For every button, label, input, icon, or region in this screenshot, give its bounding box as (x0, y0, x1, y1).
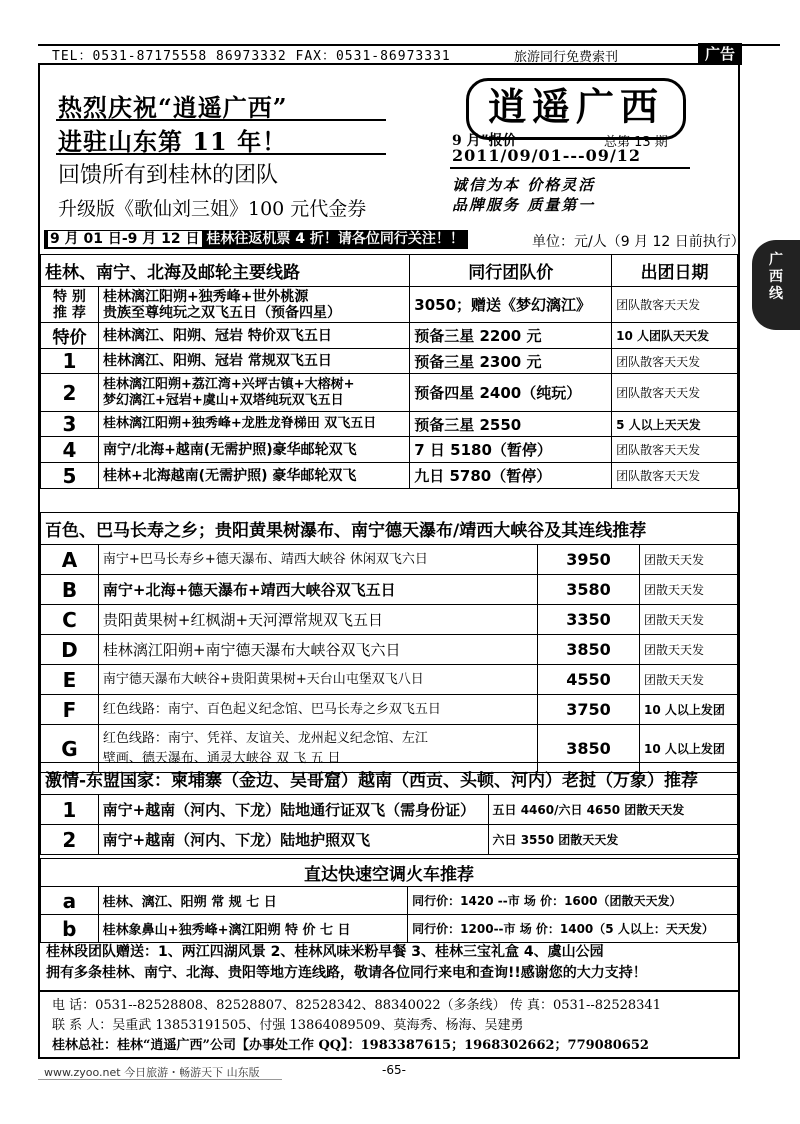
date-header: 出团日期 (612, 255, 738, 287)
route-schedule: 团散天天发 (639, 575, 737, 605)
row-label: 1 (41, 349, 99, 374)
promo-line-2: 进驻山东第 11 年！ (58, 127, 288, 156)
contact-divider (40, 990, 738, 992)
route-price: 3580 (538, 575, 640, 605)
row-label: 4 (41, 437, 99, 463)
route-price: 3750 (538, 695, 640, 725)
slogan-line-1: 诚信为本 价格灵活 (452, 176, 596, 194)
price-header: 同行团队价 (410, 255, 612, 287)
footer-rule (38, 1079, 282, 1080)
contact-hq: 桂林总社：桂林“逍遥广西”公司【办事处工作 QQ】：1983387615；1968302662；779080652 (52, 1038, 649, 1053)
row-label: G (41, 725, 99, 773)
route-price: 九日 5780（暂停） (410, 463, 612, 489)
table-row (41, 915, 738, 943)
issue-number: 总第 13 期 (604, 135, 668, 150)
price-unit: 单位：元/人（9 月 12 日前执行） (532, 234, 745, 250)
table-row (41, 605, 738, 635)
promo-line-3: 回馈所有到桂林的团队 (58, 163, 279, 188)
route-name: 南宁德天瀑布大峡谷+贵阳黄果树+天台山屯堡双飞八日 (98, 665, 537, 695)
asean-routes-table (40, 762, 738, 855)
main-routes-table (40, 254, 738, 489)
route-info: 五日 4460/六日 4650 团散天天发 (488, 795, 737, 825)
table-row (41, 695, 738, 725)
route-name: 桂林象鼻山+独秀峰+漓江阳朔 特 价 七 日 (98, 915, 408, 943)
side-tab-label: 广西线 (769, 252, 783, 302)
contact-phone: 电 话：0531--82528808、82528807、82528342、88340022（多条线） 传 真：0531--82528341 (52, 998, 661, 1013)
route-schedule: 团散天天发 (639, 665, 737, 695)
route-price: 3850 (538, 635, 640, 665)
table-row (41, 323, 738, 349)
route-name: 桂林漓江阳朔+南宁德天瀑布大峡谷双飞六日 (98, 635, 537, 665)
notice-dates: 9 月 01 日-9 月 12 日 (50, 231, 200, 247)
route-name: 南宁+北海+德天瀑布+靖西大峡谷双飞五日 (98, 575, 537, 605)
table-row (41, 374, 738, 412)
table-row (41, 437, 738, 463)
table-row (41, 825, 738, 855)
section3-title: 激情-东盟国家：柬埔寨（金边、吴哥窟）越南（西贡、头顿、河内）老挝（万象）推荐 (41, 763, 738, 795)
header-tel-fax: TEL：0531-87175558 86973332 FAX：0531-86973331 (52, 49, 451, 64)
table-row (41, 665, 738, 695)
dates-underline (450, 167, 690, 169)
promo-line-4: 升级版《歌仙刘三姐》100 元代金券 (58, 198, 367, 220)
row-label: 2 (41, 374, 99, 412)
row-label: 1 (41, 795, 99, 825)
ad-tag: 广告 (698, 43, 742, 65)
route-price: 预备三星 2200 元 (410, 323, 612, 349)
contact-people: 联 系 人：吴重武 13853191505、付强 13864089509、莫海秀、杨海、吴建勇 (52, 1018, 524, 1033)
side-tab-guangxi[interactable] (752, 240, 800, 330)
section2-title: 百色、巴马长寿之乡；贵阳黄果树瀑布、南宁德天瀑布/靖西大峡谷及其连线推荐 (41, 513, 738, 545)
slogan-line-2: 品牌服务 质量第一 (452, 196, 596, 214)
table-row (41, 349, 738, 374)
header-index: 旅游同行免费索刊 (514, 50, 619, 65)
route-price: 3850 (538, 725, 640, 773)
route-schedule: 团散天天发 (639, 605, 737, 635)
route-name: 红色线路：南宁、凭祥、友谊关、龙州起义纪念馆、左江 壁画、德天瀑布、通灵大峡谷 双 飞 五 日 (98, 725, 537, 773)
route-name: 桂林漓江阳朔+独秀峰+龙胜龙脊梯田 双飞五日 (98, 412, 409, 437)
route-schedule: 团散天天发 (639, 545, 737, 575)
row-label: C (41, 605, 99, 635)
route-name: 南宁+越南（河内、下龙）陆地护照双飞 (98, 825, 488, 855)
route-schedule: 团队散客天天发 (612, 349, 738, 374)
route-name: 红色线路：南宁、百色起义纪念馆、巴马长寿之乡双飞五日 (98, 695, 537, 725)
table-row (41, 795, 738, 825)
route-price: 4550 (538, 665, 640, 695)
price-dates: 2011/09/01---09/12 (452, 146, 642, 165)
route-schedule: 团队散客天天发 (612, 463, 738, 489)
route-schedule: 10 人以上发团 (639, 695, 737, 725)
row-label: b (41, 915, 99, 943)
row-label: B (41, 575, 99, 605)
table-row (41, 545, 738, 575)
promo-line-1: 热烈庆祝“逍遥广西” (58, 93, 288, 122)
route-schedule: 10 人团队天天发 (612, 323, 738, 349)
table-row (41, 287, 738, 323)
row-label: 5 (41, 463, 99, 489)
table-row (41, 887, 738, 915)
route-name: 桂林漓江阳朔+荔江湾+兴坪古镇+大榕树+ 梦幻漓江+冠岩+虞山+双塔纯玩双飞五日 (98, 374, 409, 412)
route-price: 3050；赠送《梦幻漓江》 (410, 287, 612, 323)
page-number: -65- (382, 1063, 406, 1077)
route-name: 桂林漓江、阳朔、冠岩 特价双飞五日 (98, 323, 409, 349)
route-name: 贵阳黄果树+红枫湖+天河潭常规双飞五日 (98, 605, 537, 635)
row-label: 特 别 推 荐 (41, 287, 99, 323)
airfare-notice (44, 230, 468, 249)
row-label: 2 (41, 825, 99, 855)
route-name: 桂林漓江、阳朔、冠岩 常规双飞五日 (98, 349, 409, 374)
route-info: 同行价：1420 --市 场 价：1600（团散天天发） (408, 887, 738, 915)
route-schedule: 5 人以上天天发 (612, 412, 738, 437)
route-schedule: 团队散客天天发 (612, 374, 738, 412)
notice-text: 桂林往返机票 4 折！请各位同行关注！！ (206, 231, 464, 247)
brand-logo: 逍遥广西 (466, 78, 686, 140)
table-row (41, 575, 738, 605)
promo-underline-1 (56, 119, 386, 121)
row-label: F (41, 695, 99, 725)
table-row (41, 635, 738, 665)
route-price: 7 日 5180（暂停） (410, 437, 612, 463)
price-month: 9 月”报价 (452, 133, 517, 149)
route-info: 六日 3550 团散天天发 (488, 825, 737, 855)
section4-title: 直达快速空调火车推荐 (41, 859, 738, 887)
table-row (41, 463, 738, 489)
route-info: 同行价：1200--市 场 价：1400（5 人以上：天天发） (408, 915, 738, 943)
gift-info (46, 942, 647, 984)
row-label: a (41, 887, 99, 915)
row-label: 3 (41, 412, 99, 437)
gift-line-2: 拥有多条桂林、南宁、北海、贵阳等地方连线路，敬请各位同行来电和查询!!感谢您的大力支持！ (46, 965, 647, 981)
gift-line-1: 桂林段团队赠送：1、两江四湖风景 2、桂林风味米粉早餐 3、桂林三宝礼盒 4、虞山公园 (46, 944, 604, 960)
train-routes-table (40, 858, 738, 943)
row-label: 特价 (41, 323, 99, 349)
route-name: 桂林漓江阳朔+独秀峰+世外桃源 贵族至尊纯玩之双飞五日（预备四星） (98, 287, 409, 323)
route-price: 预备三星 2550 (410, 412, 612, 437)
route-schedule: 团队散客天天发 (612, 437, 738, 463)
row-label: D (41, 635, 99, 665)
promo-underline-2 (56, 153, 386, 155)
table-row (41, 412, 738, 437)
footer-site[interactable]: www.zyoo.net 今日旅游・畅游天下 山东版 (44, 1066, 260, 1079)
route-name: 南宁+越南（河内、下龙）陆地通行证双飞（需身份证） (98, 795, 488, 825)
route-name: 南宁+巴马长寿乡+德天瀑布、靖西大峡谷 休闲双飞六日 (98, 545, 537, 575)
row-label: E (41, 665, 99, 695)
route-price: 预备三星 2300 元 (410, 349, 612, 374)
route-name: 桂林、漓江、阳朔 常 规 七 日 (98, 887, 408, 915)
route-schedule: 团队散客天天发 (612, 287, 738, 323)
contact-info (52, 996, 661, 1056)
route-price: 3950 (538, 545, 640, 575)
route-name: 桂林+北海越南(无需护照) 豪华邮轮双飞 (98, 463, 409, 489)
route-name: 南宁/北海+越南(无需护照)豪华邮轮双飞 (98, 437, 409, 463)
route-schedule: 10 人以上发团 (639, 725, 737, 773)
route-price: 3350 (538, 605, 640, 635)
extension-routes-table (40, 512, 738, 773)
route-price: 预备四星 2400（纯玩） (410, 374, 612, 412)
row-label: A (41, 545, 99, 575)
route-schedule: 团散天天发 (639, 635, 737, 665)
section1-title: 桂林、南宁、北海及邮轮主要线路 (41, 255, 410, 287)
